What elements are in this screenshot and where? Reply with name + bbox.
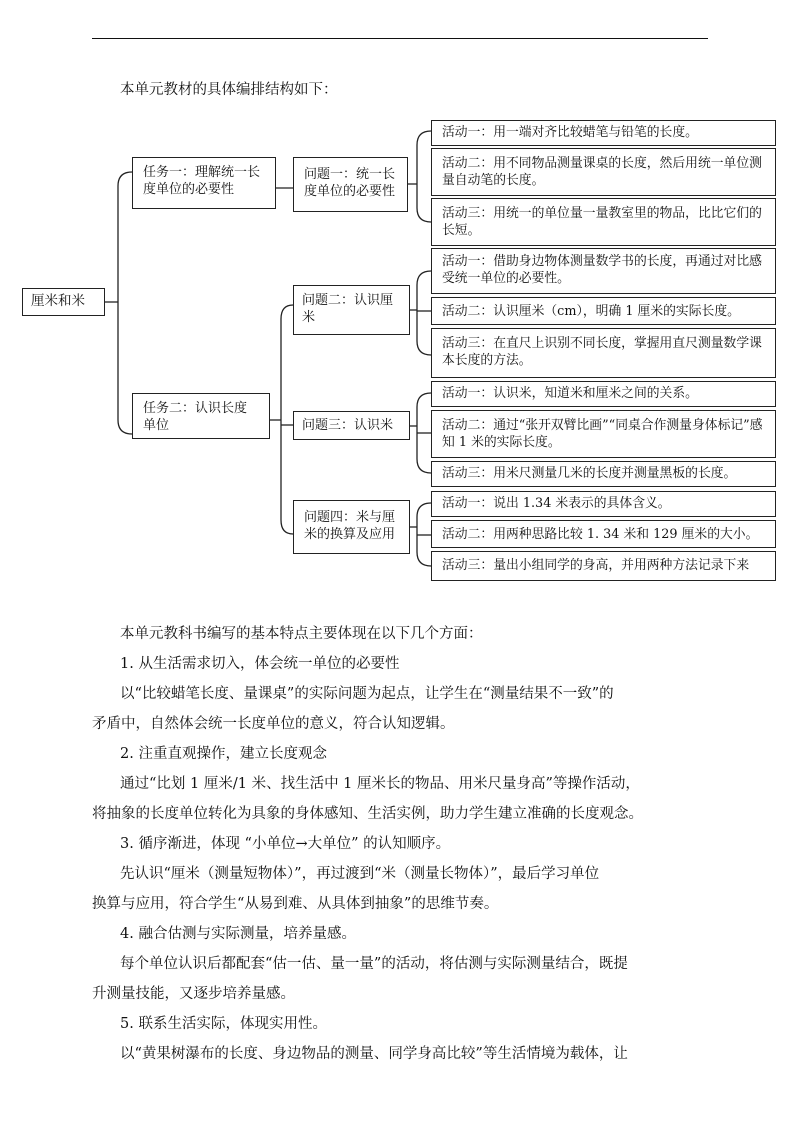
body-paragraph: 将抽象的长度单位转化为具象的身体感知、生活实例，助力学生建立准确的长度观念。 (92, 806, 643, 822)
activity-node: 活动一：认识米，知道米和厘米之间的关系。 (431, 381, 776, 407)
body-paragraph: 通过“比划 1 厘米/1 米、找生活中 1 厘米长的物品、用米尺量身高”等操作活动， (120, 776, 640, 792)
activity-node: 活动一：借助身边物体测量数学书的长度，再通过对比感受统一单位的必要性。 (431, 248, 776, 294)
activity-node: 活动三：在直尺上识别不同长度，掌握用直尺测量数学课本长度的方法。 (431, 328, 776, 378)
section-heading: 1. 从生活需求切入，体会统一单位的必要性 (120, 656, 400, 672)
activity-node: 活动二：认识厘米（cm），明确 1 厘米的实际长度。 (431, 297, 776, 325)
question-node-3: 问题三：认识米 (293, 411, 410, 440)
body-paragraph: 每个单位认识后都配套“估一估、量一量”的活动，将估测与实际测量结合，既提 (120, 956, 628, 972)
task-node-2: 任务二：认识长度单位 (132, 393, 270, 439)
question-node-2: 问题二：认识厘米 (293, 285, 410, 335)
activity-node: 活动三：量出小组同学的身高，并用两种方法记录下来 (431, 551, 776, 581)
section-heading: 2. 注重直观操作，建立长度观念 (120, 746, 327, 762)
body-paragraph: 升测量技能，又逐步培养量感。 (92, 986, 295, 1002)
intro-text: 本单元教材的具体编排结构如下： (120, 82, 338, 98)
activity-node: 活动三：用统一的单位量一量教室里的物品，比比它们的长短。 (431, 198, 776, 246)
body-paragraph: 以“比较蜡笔长度、量课桌”的实际问题为起点，让学生在“测量结果不一致”的 (120, 686, 614, 702)
question-node-4: 问题四：米与厘米的换算及应用 (293, 500, 410, 554)
section-heading: 5. 联系生活实际，体现实用性。 (120, 1016, 327, 1032)
body-paragraph: 本单元教科书编写的基本特点主要体现在以下几个方面： (120, 626, 483, 642)
body-paragraph: 以“黄果树瀑布的长度、身边物品的测量、同学身高比较”等生活情境为载体，让 (120, 1046, 628, 1062)
section-heading: 3. 循序渐进，体现 “小单位→大单位” 的认知顺序。 (120, 836, 451, 852)
activity-node: 活动一：说出 1.34 米表示的具体含义。 (431, 491, 776, 517)
header-rule (92, 38, 708, 39)
root-node: 厘米和米 (22, 288, 105, 316)
body-paragraph: 先认识“厘米（测量短物体）”，再过渡到“米（测量长物体）”，最后学习单位 (120, 866, 600, 882)
question-node-1: 问题一：统一长度单位的必要性 (293, 157, 408, 212)
activity-node: 活动一：用一端对齐比较蜡笔与铅笔的长度。 (431, 120, 776, 146)
task-node-1: 任务一：理解统一长度单位的必要性 (132, 157, 276, 209)
activity-node: 活动二：用不同物品测量课桌的长度，然后用统一单位测量自动笔的长度。 (431, 148, 776, 196)
body-paragraph: 换算与应用，符合学生“从易到难、从具体到抽象”的思维节奏。 (92, 896, 499, 912)
activity-node: 活动二：通过“张开双臂比画”“同桌合作测量身体标记”感知 1 米的实际长度。 (431, 410, 776, 458)
activity-node: 活动三：用米尺测量几米的长度并测量黑板的长度。 (431, 461, 776, 487)
section-heading: 4. 融合估测与实际测量，培养量感。 (120, 926, 356, 942)
activity-node: 活动二：用两种思路比较 1. 34 米和 129 厘米的大小。 (431, 520, 776, 548)
body-paragraph: 矛盾中，自然体会统一长度单位的意义，符合认知逻辑。 (92, 716, 455, 732)
